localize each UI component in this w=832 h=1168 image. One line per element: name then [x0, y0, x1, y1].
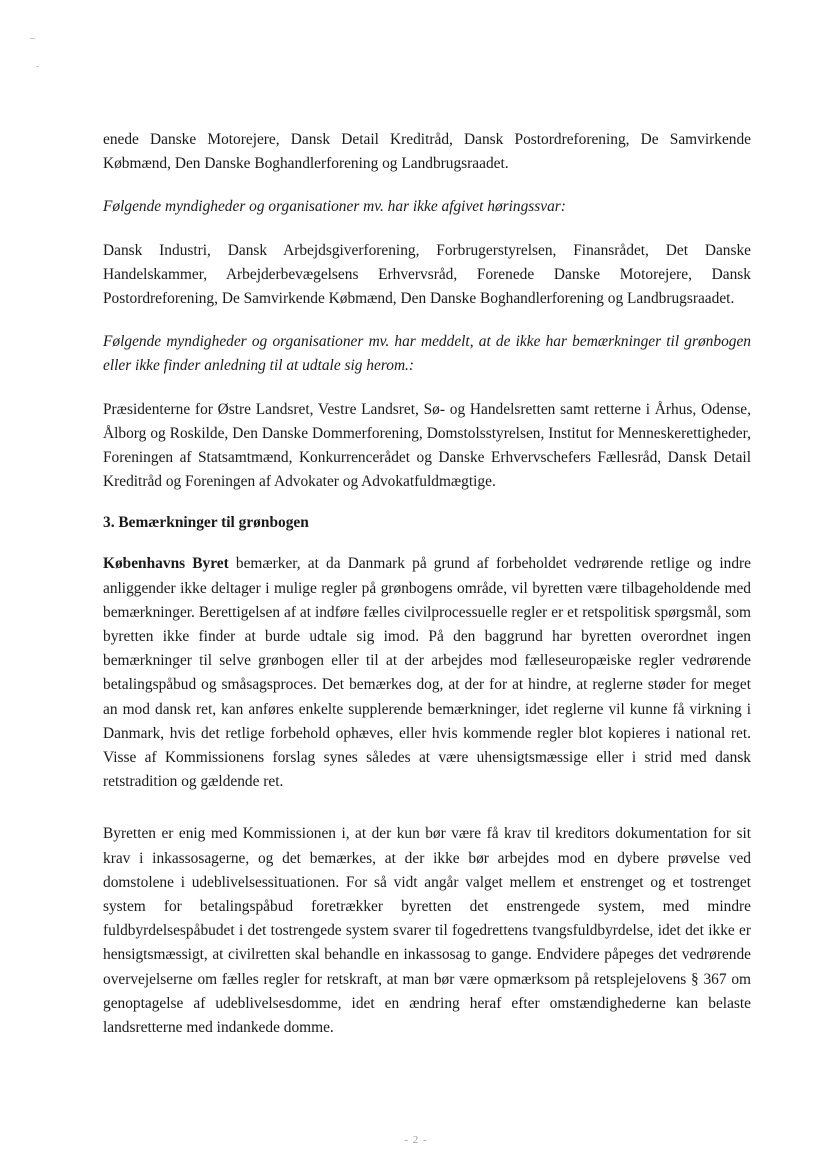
paragraph-byret-comments — [103, 552, 751, 794]
page-number: - 2 - — [404, 1134, 428, 1146]
court-name: Københavns Byret — [103, 555, 229, 573]
paragraph-byret-agreement: Byretten er enig med Kommissionen i, at der kun bør være få krav til kreditors dokumentation for sit krav i inkassosagerne, og det bemærkes, at der ikke bør arbejdes mod en dybere prøvelse ved domstolene i udeblivelsessituationen. For så vidt angår valget mellem et enstrenget og et tostrenget system for betalingspåbud foretrækker byretten det enstrengede system, med mindre fuldbyrdelsespåbudet i det tostrengede system svarer til fogedrettens tvangsfuldbyrdelse, idet det ikke er hensigtsmæssigt, at civilretten skal behandle en inkassosag to gange. Endvidere påpeges det vedrørende overvejelserne om fælles regler for retskraft, at man bør være opmærksom på retsplejelovens § 367 om genoptagelse af udeblivelsesdomme, idet en ændring heraf efter omstændighederne kan belaste landsretterne med indankede domme. — [103, 825, 751, 1037]
scan-speck — [36, 66, 39, 67]
paragraph-no-comments-intro: Følgende myndigheder og organisationer mv. har meddelt, at de ikke har bemærkninger til grønbogen eller ikke finder anledning til at udtale sig herom.: — [103, 333, 751, 375]
paragraph-no-response-intro: Følgende myndigheder og organisationer mv. har ikke afgivet høringssvar: — [103, 198, 566, 216]
section-heading: 3. Bemærkninger til grønbogen — [103, 514, 309, 532]
scan-speck — [30, 38, 35, 39]
paragraph-no-response-list: Dansk Industri, Dansk Arbejdsgiverforening, Forbrugerstyrelsen, Finansrådet, Det Danske Handelskammer, Arbejderbevægelsens Erhvervsråd, Forenede Danske Motorejere, Dansk Postordreforening, De Samvirkende Købmænd, Den Danske Boghandlerforening og Landbrugsraadet. — [103, 241, 751, 308]
document-body — [103, 128, 751, 1040]
paragraph-no-comments-list: Præsidenterne for Østre Landsret, Vestre Landsret, Sø- og Handelsretten samt retterne i Århus, Odense, Ålborg og Roskilde, Den Danske Dommerforening, Domstolsstyrelsen, Institut for Menneskerettigheder, Foreningen af Statsamtmænd, Konkurrencerådet og Danske Erhvervschefers Fællesråd, Dansk Detail Kreditråd og Foreningen af Advokater og Advokatfuldmægtige. — [103, 400, 751, 491]
byret-comments-text: bemærker, at da Danmark på grund af forbeholdet vedrørende retlige og indre anliggender ikke deltager i mulige regler på grønbogens område, vil byretten være tilbageholdende med bemærkninger. Berettigelsen af at indføre fælles civilprocessuelle regler er et retspolitisk spørgsmål, som byretten ikke finder at burde udtale sig imod. På den baggrund har byretten overordnet ingen bemærkninger til selve grønbogen eller til at der arbejdes mod fælleseuropæiske regler vedrørende betalingspåbud og småsagsproces. Det bemærkes dog, at der for at hindre, at reglerne støder for meget an mod dansk ret, kan anføres enkelte supplerende bemærkninger, idet reglerne vil kunne få virkning i Danmark, hvis det retlige forbehold ophæves, eller hvis kommende regler blot kopieres i national ret. Visse af Kommissionens forslag synes således at være uhensigtsmæssige eller i strid med dansk retstradition og gældende ret. — [103, 555, 751, 791]
paragraph-organisations-continued: enede Danske Motorejere, Dansk Detail Kreditråd, Dansk Postordreforening, De Samvirkende Købmænd, Den Danske Boghandlerforening og Landbrugsraadet. — [103, 131, 751, 173]
